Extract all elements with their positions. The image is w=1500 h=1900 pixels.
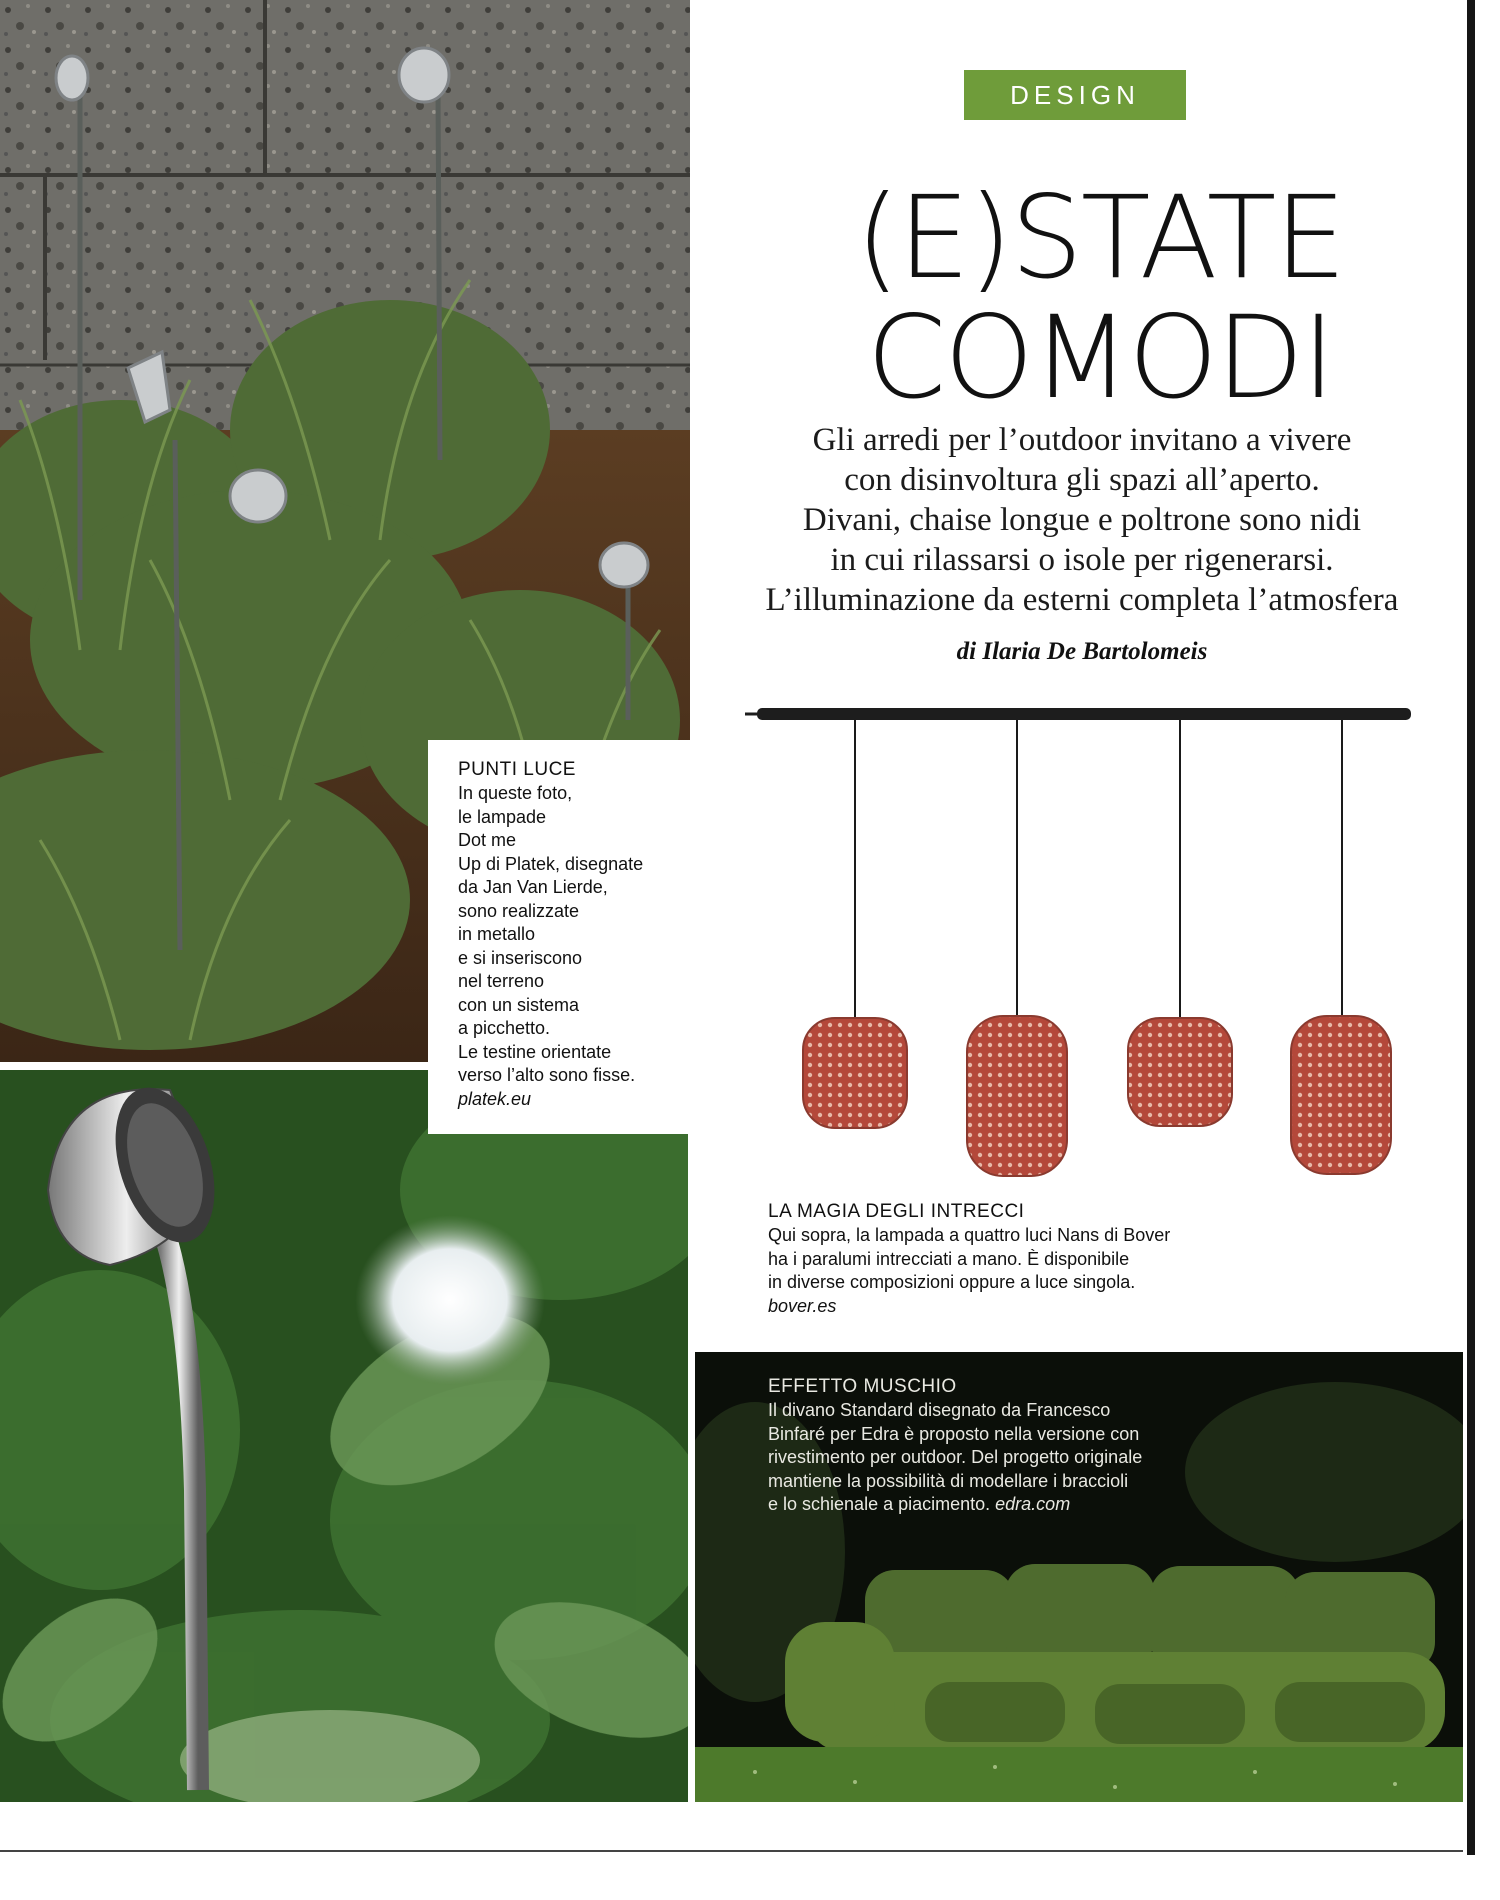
intro-line: Gli arredi per l’outdoor invitano a vivere xyxy=(812,422,1352,458)
caption-line: Le testine orientate xyxy=(458,1041,612,1062)
intro-line: L’illuminazione da esterni completa l’atmosfera xyxy=(765,582,1399,618)
page-edge-strip xyxy=(1463,0,1500,1900)
byline: di Ilaria De Bartolomeis xyxy=(956,638,1208,665)
page-title-line-1: (E)STATE xyxy=(855,171,1345,304)
photo-pendant-lamp-nans xyxy=(745,700,1425,1180)
caption-line: Qui sopra, la lampada a quattro luci Nans di Bover xyxy=(768,1225,1171,1245)
caption-url: bover.es xyxy=(768,1295,837,1316)
caption-line: Dot me xyxy=(458,830,517,850)
caption-title: LA MAGIA DEGLI INTRECCI xyxy=(768,1201,1025,1222)
caption-line-last xyxy=(768,1493,1288,1517)
bottom-rule xyxy=(0,1850,1463,1852)
page-title-line-2: COMODI xyxy=(866,291,1334,424)
caption-line: in metallo xyxy=(458,924,536,944)
caption-line: ha i paralumi intrecciati a mano. È disponibile xyxy=(768,1248,1130,1269)
caption-line: con un sistema xyxy=(458,994,580,1015)
caption-url: edra.com xyxy=(995,1494,1071,1514)
caption-line: mantiene la possibilità di modellare i braccioli xyxy=(768,1470,1129,1491)
caption-line: Il divano Standard disegnato da Francesco xyxy=(768,1400,1111,1420)
intro-line: Divani, chaise longue e poltrone sono nidi xyxy=(802,502,1362,538)
caption-line: sono realizzate xyxy=(458,900,580,921)
caption-line: in diverse composizioni oppure a luce singola. xyxy=(768,1272,1136,1292)
intro-line: in cui rilassarsi o isole per rigenerarsi. xyxy=(830,542,1334,578)
caption-line: le lampade xyxy=(458,806,547,827)
section-badge: DESIGN xyxy=(964,70,1186,120)
caption-magia-intrecci xyxy=(768,1200,1288,1318)
caption-line: a picchetto. xyxy=(458,1018,551,1038)
caption-box-punti-luce xyxy=(428,740,690,1134)
caption-line: In queste foto, xyxy=(458,783,573,803)
caption-line-text: e lo schienale a piacimento. xyxy=(768,1494,991,1514)
caption-line: Binfaré per Edra è proposto nella versione con xyxy=(768,1423,1140,1444)
caption-line: Up di Platek, disegnate xyxy=(458,853,644,874)
intro-paragraph xyxy=(722,420,1442,620)
photo-lamp-closeup-leaves xyxy=(0,1070,688,1802)
caption-line: da Jan Van Lierde, xyxy=(458,877,608,897)
caption-line: verso l’alto sono fisse. xyxy=(458,1065,636,1085)
caption-title: EFFETTO MUSCHIO xyxy=(768,1376,957,1397)
caption-url: platek.eu xyxy=(458,1088,532,1109)
caption-line: e si inseriscono xyxy=(458,947,583,968)
caption-effetto-muschio xyxy=(768,1375,1288,1517)
caption-line: rivestimento per outdoor. Del progetto originale xyxy=(768,1447,1143,1467)
intro-line: con disinvoltura gli spazi all’aperto. xyxy=(844,462,1320,498)
caption-line: nel terreno xyxy=(458,971,545,991)
caption-title: PUNTI LUCE xyxy=(458,759,576,780)
